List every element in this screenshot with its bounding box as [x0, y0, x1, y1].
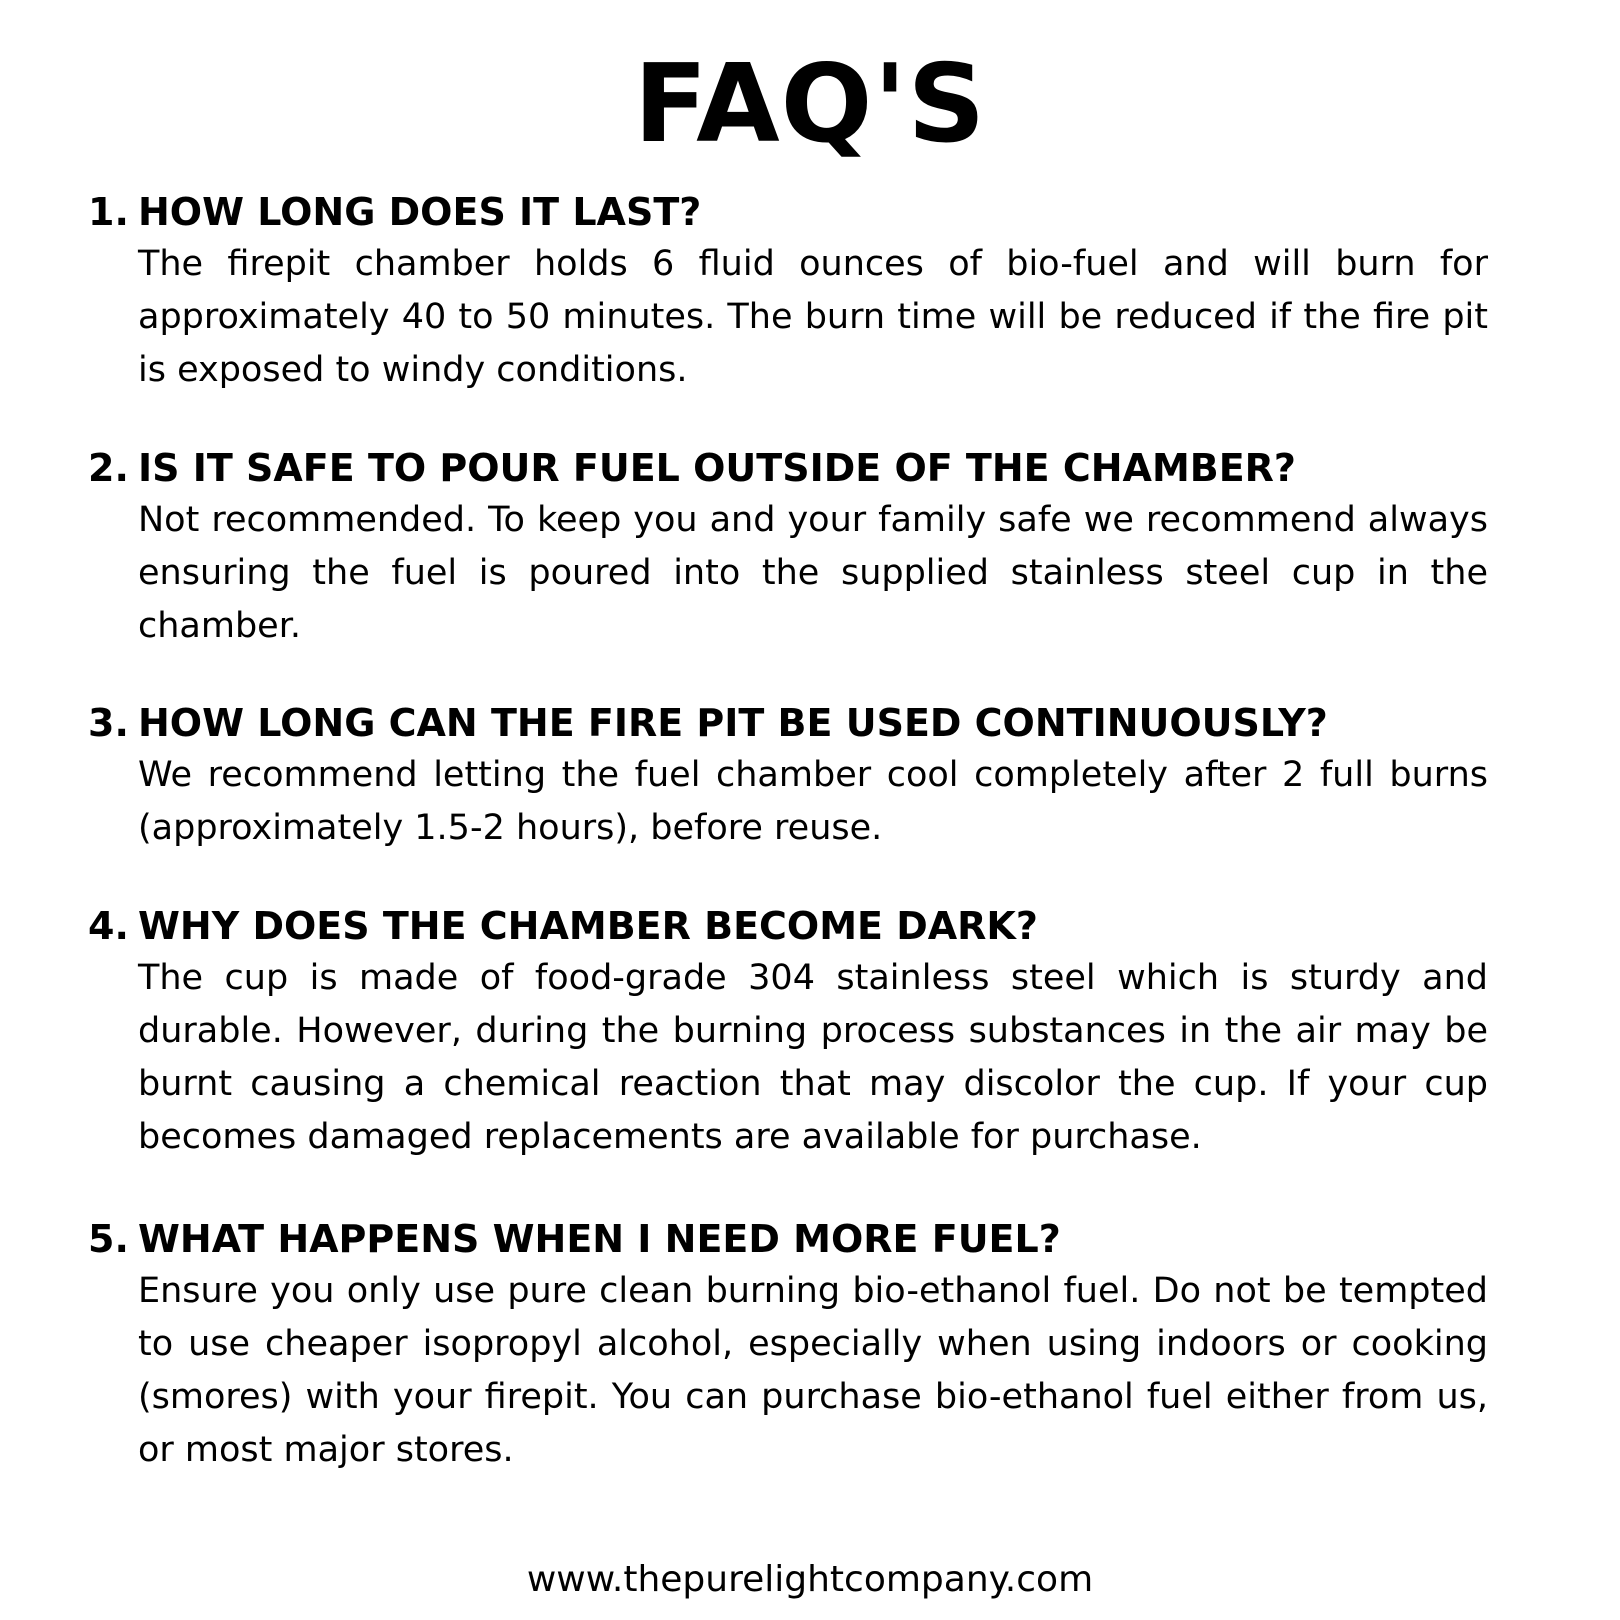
faq-number: 2.: [88, 446, 129, 490]
faq-question-text: IS IT SAFE TO POUR FUEL OUTSIDE OF THE CHAMBER?: [138, 446, 1296, 490]
faq-number: 4.: [88, 904, 129, 948]
faq-number: 5.: [88, 1217, 129, 1261]
faq-answer: The firepit chamber holds 6 fluid ounces of bio-fuel and will burn for approximately 40 to 50 minutes. The burn time will be reduced if the fire pit is exposed to windy conditions.: [138, 244, 1488, 390]
faq-question: [88, 697, 1488, 749]
faq-item: [88, 697, 1488, 855]
faq-question-text: WHAT HAPPENS WHEN I NEED MORE FUEL?: [138, 1217, 1061, 1261]
faq-item: [88, 442, 1488, 653]
faq-question-text: HOW LONG CAN THE FIRE PIT BE USED CONTINUOUSLY?: [138, 701, 1328, 745]
faq-question-text: HOW LONG DOES IT LAST?: [138, 190, 702, 234]
faq-answer: We recommend letting the fuel chamber cool completely after 2 full burns (approximately 1.5-2 hours), before reuse.: [138, 755, 1488, 848]
faq-item: [88, 900, 1488, 1164]
faq-question: [88, 186, 1488, 238]
page-title: FAQ'S: [633, 42, 987, 167]
faq-question-text: WHY DOES THE CHAMBER BECOME DARK?: [138, 904, 1038, 948]
footer-website-url: www.thepurelightcompany.com: [526, 1559, 1094, 1600]
faq-answer: The cup is made of food-grade 304 stainless steel which is sturdy and durable. However, during the burning process substances in the air may be burnt causing a chemical reaction that may discolor the cup. If your cup becomes damaged replacements are available for purchase.: [138, 958, 1488, 1157]
faq-item: [88, 186, 1488, 397]
faq-answer: Not recommended. To keep you and your family safe we recommend always ensuring the fuel is poured into the supplied stainless steel cup in the chamber.: [138, 500, 1488, 646]
faq-answer: Ensure you only use pure clean burning bio-ethanol fuel. Do not be tempted to use cheaper isopropyl alcohol, especially when using indoors or cooking (smores) with your firepit. You can purchase bio-ethanol fuel either from us, or most major stores.: [138, 1271, 1488, 1470]
faq-question: [88, 1213, 1488, 1265]
faq-number: 1.: [88, 190, 129, 234]
faq-item: [88, 1213, 1488, 1477]
faq-question: [88, 900, 1488, 952]
faq-question: [88, 442, 1488, 494]
faq-number: 3.: [88, 701, 129, 745]
